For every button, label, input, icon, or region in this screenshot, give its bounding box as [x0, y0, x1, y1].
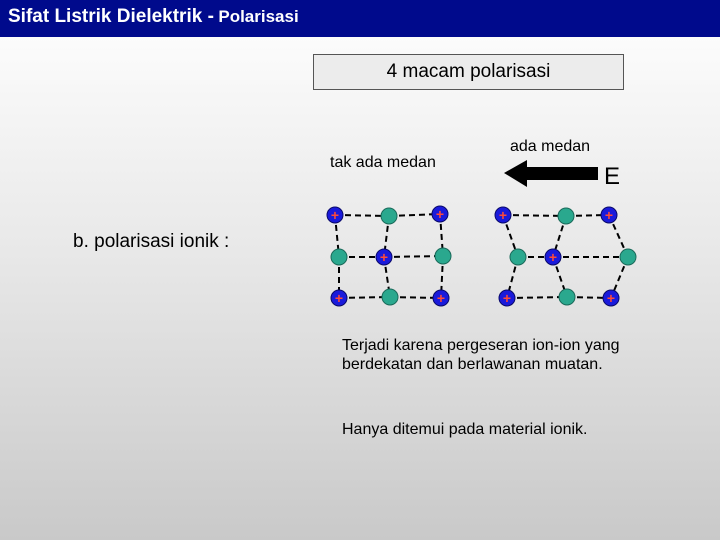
slide-subtitle: Polarisasi: [218, 7, 299, 26]
lattice-no-field-plus-sign: +: [379, 249, 389, 265]
lattice-with-field-plus-sign: +: [548, 249, 558, 265]
lattice-no-field-plus-sign: +: [334, 290, 344, 306]
lattice-with-field-plus-sign: +: [604, 207, 614, 223]
lattice-with-field-negative-ion: [620, 249, 636, 265]
slide-title: Sifat Listrik Dielektrik -: [8, 6, 214, 27]
lattice-no-field-negative-ion: [331, 249, 347, 265]
field-arrow-icon: [504, 160, 598, 187]
lattice-no-field-negative-ion: [381, 208, 397, 224]
lattice-no-field-plus-sign: +: [436, 290, 446, 306]
label-no-field: tak ada medan: [330, 154, 436, 171]
field-symbol: E: [604, 163, 621, 190]
lattice-no-field-plus-sign: +: [330, 207, 340, 223]
label-field: ada medan: [510, 138, 591, 155]
lattice-no-field-negative-ion: [435, 248, 451, 264]
lattice-with-field-plus-sign: +: [498, 207, 508, 223]
lattice-no-field-bond: [384, 256, 443, 257]
lattice-with-field-plus-sign: +: [606, 290, 616, 306]
lattice-with-field-bond: [507, 297, 567, 298]
note-text: Hanya ditemui pada material ionik.: [342, 421, 588, 438]
lattice-no-field-negative-ion: [382, 289, 398, 305]
description-text: Terjadi karena pergeseran ion-ion yang berdekatan dan berlawanan muatan.: [342, 337, 620, 373]
subtitle-box: 4 macam polarisasi: [313, 54, 624, 90]
lattice-with-field-negative-ion: [510, 249, 526, 265]
lattice-with-field-bond: [503, 215, 566, 216]
lattice-with-field-negative-ion: [559, 289, 575, 305]
section-label: b. polarisasi ionik :: [73, 231, 230, 252]
lattice-with-field-negative-ion: [558, 208, 574, 224]
lattice-no-field-plus-sign: +: [435, 206, 445, 222]
lattice-with-field-plus-sign: +: [502, 290, 512, 306]
arrow-left-icon: [504, 160, 598, 187]
